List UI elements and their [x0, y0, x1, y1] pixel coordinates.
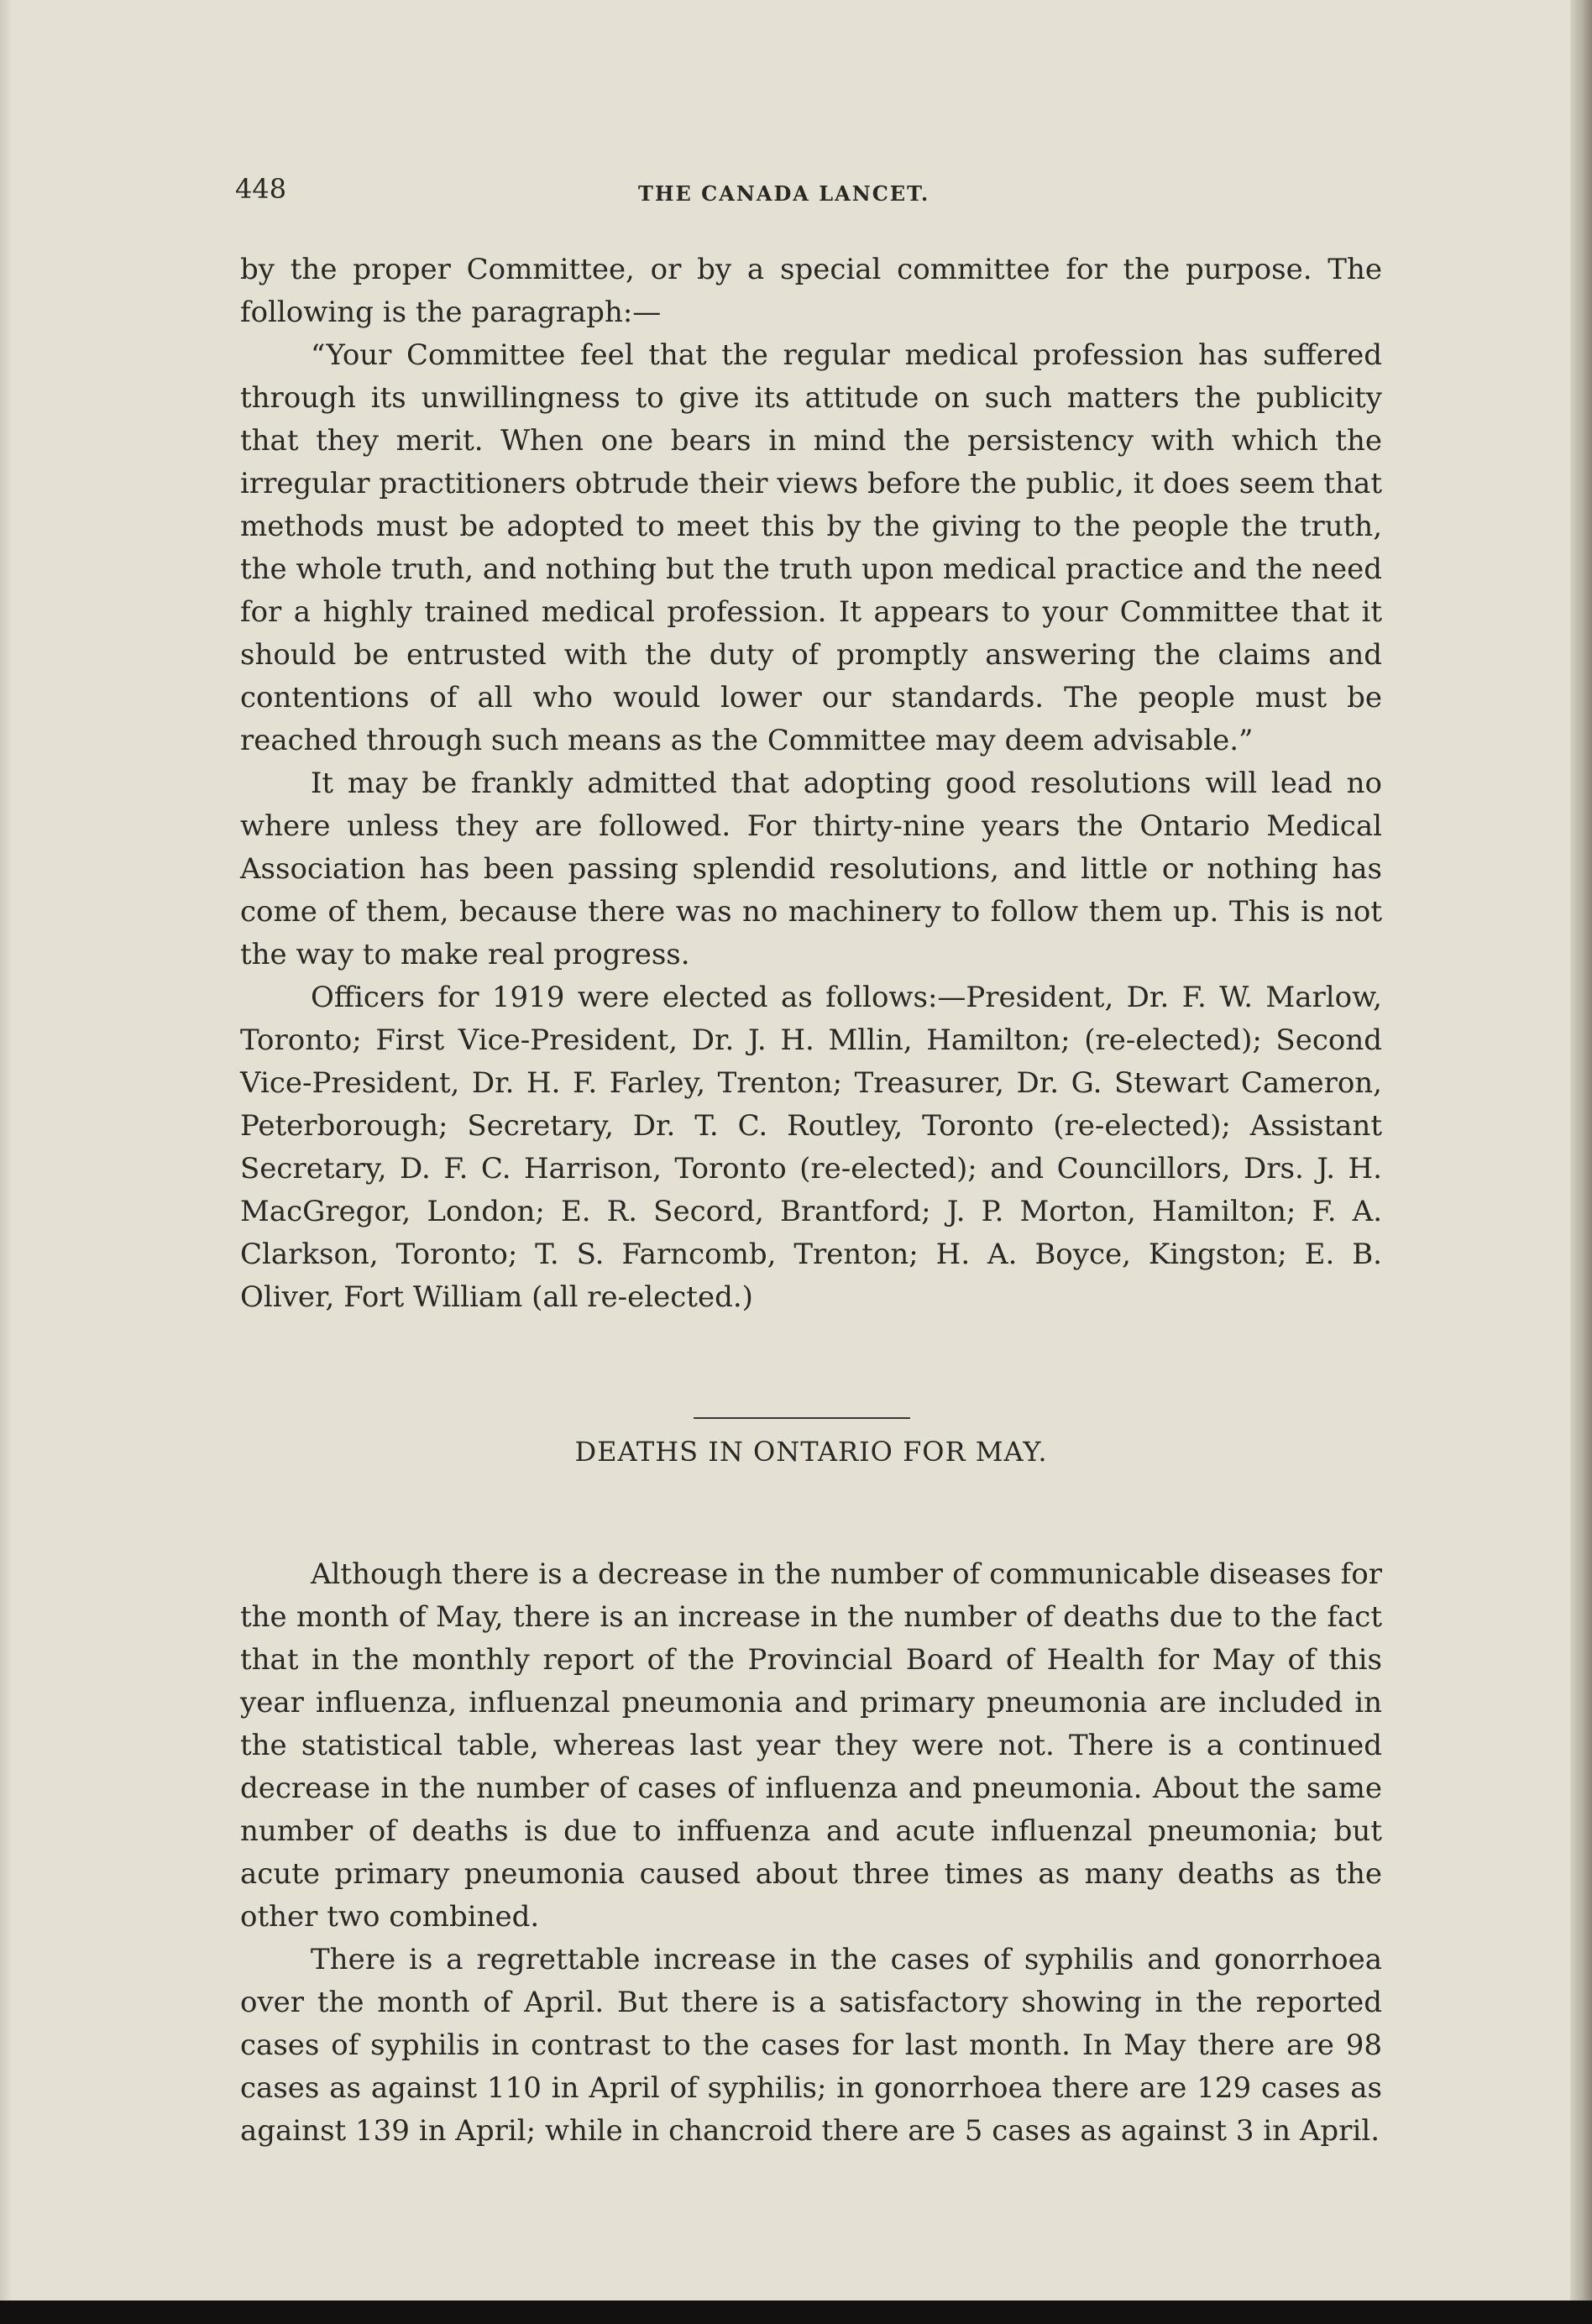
deaths-article — [240, 1553, 1382, 2153]
paragraph: Although there is a decrease in the number of communicable diseases for the month of May, there is an increase in the number of deaths due to the fact that in the monthly report of the Provincial Board of Health for May of this year influenza, influenzal pneumonia and primary pneumonia are included in the statistical table, whereas last year they were not. There is a continued decrease in the number of cases of influenza and pneumonia. About the same number of deaths is due to inffuenza and acute influenzal pneumonia; but acute primary pneumonia caused about three times as many deaths as the other two combined. — [240, 1557, 1382, 1934]
page-left-edge — [0, 0, 12, 2300]
paragraph: “Your Committee feel that the regular medical profession has suffered through its unwillingness to give its attitude on such matters the publicity that they merit. When one bears in mind the persistency with which the irregular practitioners obtrude their views before the public, it does seem that methods must be adopted to meet this by the giving to the people the truth, the whole truth, and nothing but the truth upon medical practice and the need for a highly trained medical profession. It appears to your Committee that it should be entrusted with the duty of promptly answering the claims and contentions of all who would lower our standards. The people must be reached through such means as the Committee may deem advisable.” — [240, 338, 1382, 757]
running-title: THE CANADA LANCET. — [638, 181, 930, 206]
paragraph: It may be frankly admitted that adopting good resolutions will lead no where unless they are followed. For thirty-nine years the Ontario Medical Association has been passing splendid resolutions, and little or nothing has come of them, because there was no machinery to follow them up. This is not the way to make real progress. — [240, 767, 1382, 971]
paragraph: by the proper Committee, or by a special committee for the purpose. The following is the paragraph:— — [240, 253, 1382, 329]
section-divider — [694, 1417, 910, 1419]
page-right-edge — [1570, 0, 1592, 2300]
scan-background — [0, 2300, 1592, 2324]
page-header — [235, 173, 1394, 215]
paragraph: Officers for 1919 were elected as follows:—President, Dr. F. W. Marlow, Toronto; First Vice-President, Dr. J. H. Mllin, Hamilton; (re-elected); Second Vice-President, Dr. H. F. Farley, Trenton; Treasurer, Dr. G. Stewart Cameron, Peterborough; Secretary, Dr. T. C. Routley, Toronto (re-elected); Assistant Secretary, D. F. C. Harrison, Toronto (re-elected); and Councillors, Drs. J. H. MacGregor, London; E. R. Secord, Brantford; J. P. Morton, Hamilton; F. A. Clarkson, Toronto; T. S. Farncomb, Trenton; H. A. Boyce, Kingston; E. B. Oliver, Fort William (all re-elected.) — [240, 981, 1382, 1314]
section-heading: DEATHS IN ONTARIO FOR MAY. — [574, 1436, 1048, 1468]
article-continuation — [240, 249, 1382, 1319]
page-number: 448 — [235, 173, 287, 205]
paragraph: There is a regrettable increase in the cases of syphilis and gonorrhoea over the month of April. But there is a satisfactory showing in the reported cases of syphilis in contrast to the cases for last month. In May there are 98 cases as against 110 in April of syphilis; in gonorrhoea there are 129 cases as against 139 in April; while in chancroid there are 5 cases as against 3 in April. — [240, 1943, 1382, 2148]
